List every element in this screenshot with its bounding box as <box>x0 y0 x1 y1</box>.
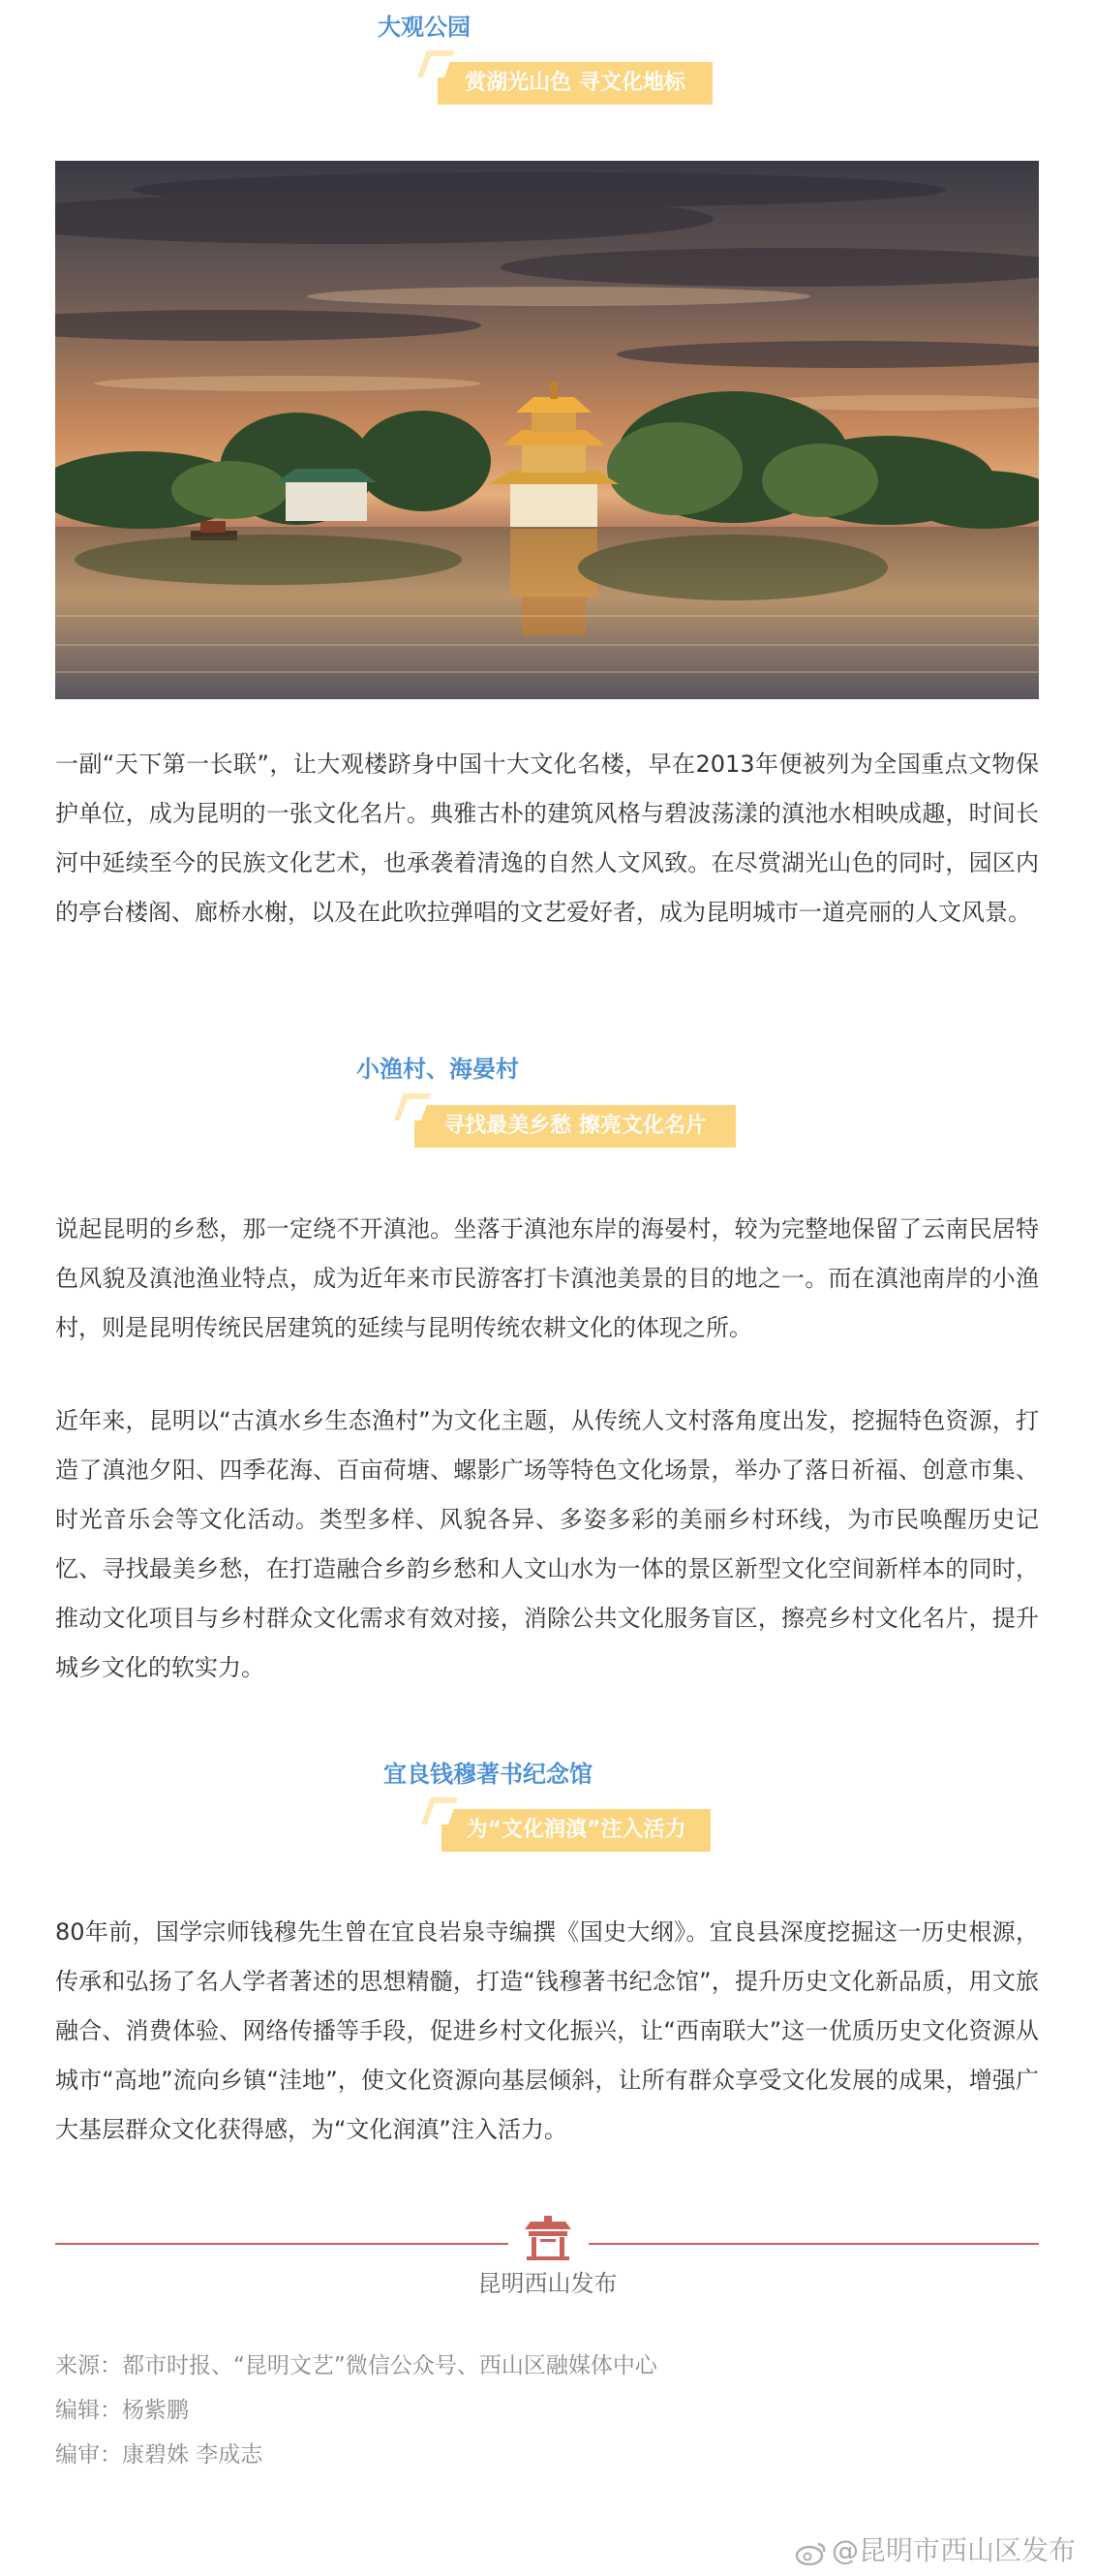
footer-brand: 昆明西山发布 <box>477 2270 618 2297</box>
weibo-watermark <box>795 2533 1076 2568</box>
meta-source: 来源：都市时报、“昆明文艺”微信公众号、西山区融媒体中心 <box>55 2353 657 2378</box>
watermark-text: @昆明市西山区发布 <box>831 2534 1076 2566</box>
section-title-text: 小渔村、海晏村 <box>356 1056 519 1083</box>
section-tag <box>414 1105 736 1148</box>
section-tag-text: 为“文化润滇”注入活力 <box>466 1818 686 1842</box>
daguan-tower-photo <box>55 161 1039 699</box>
section-tag <box>438 62 713 105</box>
section-tag-text: 赏湖光山色 寻文化地标 <box>465 71 685 95</box>
section-paragraph: 近年来，昆明以“古滇水乡生态渔村”为文化主题，从传统人文村落角度出发，挖掘特色资源，打造了滇池夕阳、四季花海、百亩荷塘、螺影广场等特色文化场景，举办了落日祈福、创意市集、时光音乐会等文化活动。类型多样、风貌各异、多姿多彩的美丽乡村环线，为市民唤醒历史记忆、寻找最美乡愁，在打造融合乡韵乡愁和人文山水为一体的景区新型文化空间新样本的同时，推动文化项目与乡村群众文化需求有效对接，消除公共文化服务盲区，擦亮乡村文化名片，提升城乡文化的软实力。 <box>55 1407 1039 1681</box>
section-title-text: 大观公园 <box>378 14 471 41</box>
pavilion-logo-icon <box>523 2216 573 2260</box>
section-title-text: 宜良钱穆著书纪念馆 <box>383 1761 593 1788</box>
meta-editor: 编辑：杨紫鹏 <box>55 2398 189 2423</box>
footer-divider-left <box>55 2243 508 2245</box>
section-tag <box>441 1809 711 1852</box>
footer-divider-right <box>589 2243 1039 2245</box>
weibo-icon <box>795 2539 828 2564</box>
meta-reviewer: 编审：康碧姝 李成志 <box>55 2442 263 2468</box>
section-paragraph: 80年前，国学宗师钱穆先生曾在宜良岩泉寺编撰《国史大纲》。宜良县深度挖掘这一历史根源，传承和弘扬了名人学者著述的思想精髓，打造“钱穆著书纪念馆”，提升历史文化新品质，用文旅融合、消费体验、网络传播等手段，促进乡村文化振兴，让“西南联大”这一优质历史文化资源从城市“高地”流向乡镇“洼地”，使文化资源向基层倾斜，让所有群众享受文化发展的成果，增强广大基层群众文化获得感，为“文化润滇”注入活力。 <box>55 1918 1039 2143</box>
section-tag-text: 寻找最美乡愁 擦亮文化名片 <box>443 1114 707 1138</box>
section-paragraph: 一副“天下第一长联”，让大观楼跻身中国十大文化名楼，早在2013年便被列为全国重点文物保护单位，成为昆明的一张文化名片。典雅古朴的建筑风格与碧波荡漾的滇池水相映成趣，时间长河中延续至今的民族文化艺术，也承袭着清逸的自然人文风致。在尽赏湖光山色的同时，园区内的亭台楼阁、廊桥水榭，以及在此吹拉弹唱的文艺爱好者，成为昆明城市一道亮丽的人文风景。 <box>55 751 1039 926</box>
section-paragraph: 说起昆明的乡愁，那一定绕不开滇池。坐落于滇池东岸的海晏村，较为完整地保留了云南民居特色风貌及滇池渔业特点，成为近年来市民游客打卡滇池美景的目的地之一。而在滇池南岸的小渔村，则是昆明传统民居建筑的延续与昆明传统农耕文化的体现之所。 <box>55 1215 1039 1341</box>
